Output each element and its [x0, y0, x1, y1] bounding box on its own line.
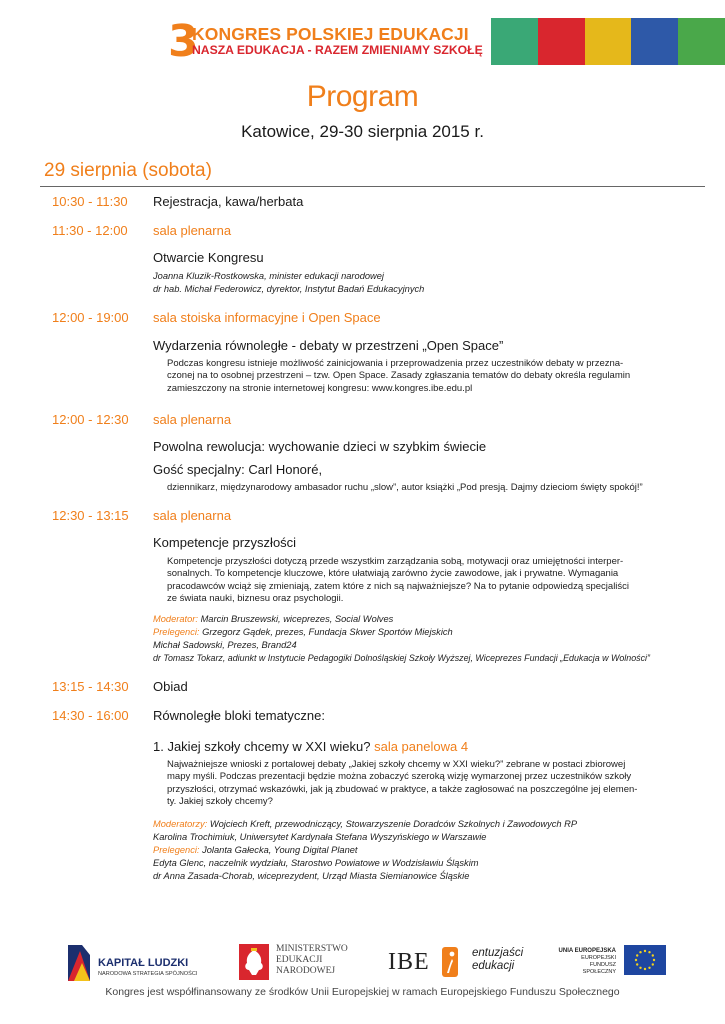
eu-logo — [556, 943, 666, 983]
speaker-line: dr Tomasz Tokarz, adiunkt w Instytucie Pedagogiki Dolnośląskiej Szkoły Wyższej, Wiceprezes Fundacji „Edukacja w Wolności” — [153, 653, 650, 663]
speaker-name: Grzegorz Gądek, prezes, Fundacja Skwer Sportów Miejskich — [202, 627, 453, 637]
eagle-emblem-icon — [238, 943, 270, 981]
time-opening: 11:30 - 12:00 — [52, 223, 128, 238]
ministry-logo — [238, 941, 353, 985]
ministry-name — [276, 944, 348, 977]
description-line: czonej na to osobnej przestrzeni – tzw. Open Space. Zasady zgłaszania tematów do debaty określa regulamin — [167, 370, 631, 382]
entuzjasci-line: edukacji — [472, 960, 515, 972]
ibe-figure-icon — [440, 945, 460, 979]
time-honore: 12:00 - 12:30 — [52, 412, 129, 427]
description-line: sonalnych. To kompetencje kluczowe, które ułatwiają zarówno życie zawodowe, jak i prywatne. Wymagania — [167, 568, 619, 580]
block1-description — [167, 759, 675, 809]
moderator-name: Wojciech Kreft, przewodniczący, Stowarzyszenie Doradców Szkolnych i Zawodowych RP — [209, 819, 578, 829]
speaker-line: Michał Sadowski, Prezes, Brand24 — [153, 640, 297, 650]
footer-note: Kongres jest współfinansowany ze środków Unii Europejskiej w ramach Europejskiego Funduszu Społecznego — [105, 986, 620, 998]
color-bar-lightgreen — [678, 18, 725, 65]
kapital-ludzki-name: KAPITAŁ LUDZKI — [98, 957, 189, 969]
room-open-space: sala stoiska informacyjne i Open Space — [153, 310, 381, 325]
eu-star — [639, 967, 641, 969]
color-bar-yellow — [585, 18, 632, 65]
time-competences: 12:30 - 13:15 — [52, 508, 129, 523]
description-line: mapy myśli. Podczas prezentacji będzie można zobaczyć szeroką wizję wymarzonej przez uczestników szkoły — [167, 771, 632, 783]
eu-star — [644, 950, 646, 952]
time-open-space: 12:00 - 19:00 — [52, 310, 129, 325]
time-parallel: 14:30 - 16:00 — [52, 708, 129, 723]
item-honore-title: Powolna rewolucja: wychowanie dzieci w szybkim świecie — [153, 439, 487, 454]
congress-logo — [168, 16, 488, 67]
speaker-name: Jolanta Gałecka, Young Digital Planet — [202, 845, 358, 855]
eu-line: EUROPEJSKI — [581, 955, 616, 961]
entuzjasci-line: entuzjaści — [472, 947, 524, 959]
eu-star — [636, 963, 638, 965]
moderator-label: Moderator: — [153, 614, 198, 624]
kapital-ludzki-icon — [64, 941, 94, 985]
moderator-name: Marcin Bruszewski, wiceprezes, Social Wolves — [200, 614, 394, 624]
color-bars — [491, 18, 725, 65]
congress-slogan: NASZA EDUKACJA - RAZEM ZMIENIAMY SZKOŁĘ — [192, 43, 483, 57]
time-lunch: 13:15 - 14:30 — [52, 679, 129, 694]
speaker-line — [153, 844, 358, 856]
speaker-line: dr Anna Zasada-Chorab, wiceprezydent, Urząd Miasta Siemianowice Śląskie — [153, 871, 470, 881]
description-line: ty. Jakiej szkoły chcemy? — [167, 796, 273, 808]
description-line: dziennikarz, międzynarodowy ambasador ruchu „slow”, autor książki „Pod presją. Dajmy dzieciom święty spokój!” — [167, 482, 643, 493]
description-line: ze świata nauki, biznesu oraz psychologii. — [167, 593, 344, 605]
eu-star — [648, 951, 650, 953]
description-line: pracodawców wciąż się zmieniają, zatem które z nich są najważniejsze? Na to pytanie odpowiedzą specjaliści — [167, 580, 630, 592]
eu-star — [652, 954, 654, 956]
kapital-ludzki-subtitle: NARODOWA STRATEGIA SPÓJNOŚCI — [98, 971, 198, 977]
item-lunch: Obiad — [153, 679, 188, 694]
ministry-name-line: EDUKACJI — [276, 955, 323, 965]
moderator-line — [153, 613, 393, 625]
item-open-space-title: Wydarzenia równoległe - debaty w przestrzeni „Open Space” — [153, 338, 504, 353]
room-honore: sala plenarna — [153, 412, 232, 427]
moderators-label: Moderatorzy: — [153, 819, 208, 829]
speaker-line: Edyta Glenc, naczelnik wydziału, Starostwo Powiatowe w Wodzisławiu Śląskim — [153, 858, 479, 868]
page-title: Program — [306, 80, 419, 113]
congress-name: KONGRES POLSKIEJ EDUKACJI — [192, 24, 469, 44]
item-opening-title: Otwarcie Kongresu — [153, 250, 264, 265]
divider — [40, 186, 705, 187]
speakers-label: Prelegenci: — [153, 627, 200, 637]
speaker-line — [153, 626, 453, 638]
color-bar-blue — [631, 18, 678, 65]
description-line: Najważniejsze wnioski z portalowej debaty „Jakiej szkoły chcemy w XXI wieku?” zebrane w postaci zbiorowej — [167, 759, 626, 770]
eu-flag-icon — [624, 945, 666, 975]
ibe-logo — [388, 941, 528, 985]
speaker-line: dr hab. Michał Federowicz, dyrektor, Instytut Badań Edukacyjnych — [153, 284, 425, 294]
eu-star — [636, 954, 638, 956]
item-parallel: Równoległe bloki tematyczne: — [153, 708, 325, 723]
description-line: Podczas kongresu istnieje możliwość zainicjowania i przeprowadzenia przez uczestników debaty w przezna- — [167, 358, 624, 369]
item-competences-title: Kompetencje przyszłości — [153, 535, 297, 550]
day-heading: 29 sierpnia (sobota) — [44, 160, 212, 181]
moderator-line: Karolina Trochimiuk, Uniwersytet Kardynała Stefana Wyszyńskiego w Warszawie — [153, 832, 487, 842]
special-guest: Gość specjalny: Carl Honoré, — [153, 462, 323, 477]
description-line: przyszłości, otrzymać wskazówki, jak ją zbudować w praktyce, a także zagłosować na poszczególne jej elemen- — [167, 783, 638, 795]
honore-description — [167, 482, 675, 494]
block1-name: 1. Jakiej szkoły chcemy w XXI wieku? — [153, 739, 371, 754]
ministry-name-line: NARODOWEJ — [276, 966, 336, 976]
description-line: Kompetencje przyszłości dotyczą przede wszystkim zarządzania sobą, motywacji oraz umiejętności interper- — [167, 556, 624, 567]
competences-description — [167, 556, 675, 606]
ministry-name-line: MINISTERSTWO — [276, 944, 348, 954]
block1-title — [153, 739, 468, 754]
block1-room: sala panelowa 4 — [374, 739, 469, 754]
congress-number: 3 — [168, 16, 199, 67]
eu-line: FUNDUSZ SPOŁECZNY — [582, 962, 616, 975]
eu-star — [639, 951, 641, 953]
eu-star — [648, 967, 650, 969]
eu-title: UNIA EUROPEJSKA — [558, 948, 616, 954]
ibe-name: IBE — [388, 949, 430, 975]
color-bar-green — [491, 18, 538, 65]
entuzjasci-edukacji — [472, 947, 523, 973]
eu-star — [644, 968, 646, 970]
speaker-line: Joanna Kluzik-Rostkowska, minister edukacji narodowej — [153, 271, 384, 281]
eu-star — [653, 959, 655, 961]
eu-text — [556, 948, 616, 976]
item-registration: Rejestracja, kawa/herbata — [153, 194, 304, 209]
room-opening: sala plenarna — [153, 223, 232, 238]
room-competences: sala plenarna — [153, 508, 232, 523]
speakers-label: Prelegenci: — [153, 845, 200, 855]
eu-star — [635, 959, 637, 961]
open-space-description — [167, 358, 675, 395]
moderator-line — [153, 818, 577, 830]
kapital-ludzki-logo — [64, 941, 204, 985]
time-registration: 10:30 - 11:30 — [52, 194, 128, 209]
color-bar-red — [538, 18, 585, 65]
description-line: zamieszczony na stronie internetowej kongresu: www.kongres.ibe.edu.pl — [167, 382, 473, 394]
eu-star — [652, 963, 654, 965]
page-subtitle: Katowice, 29-30 sierpnia 2015 r. — [241, 122, 484, 141]
